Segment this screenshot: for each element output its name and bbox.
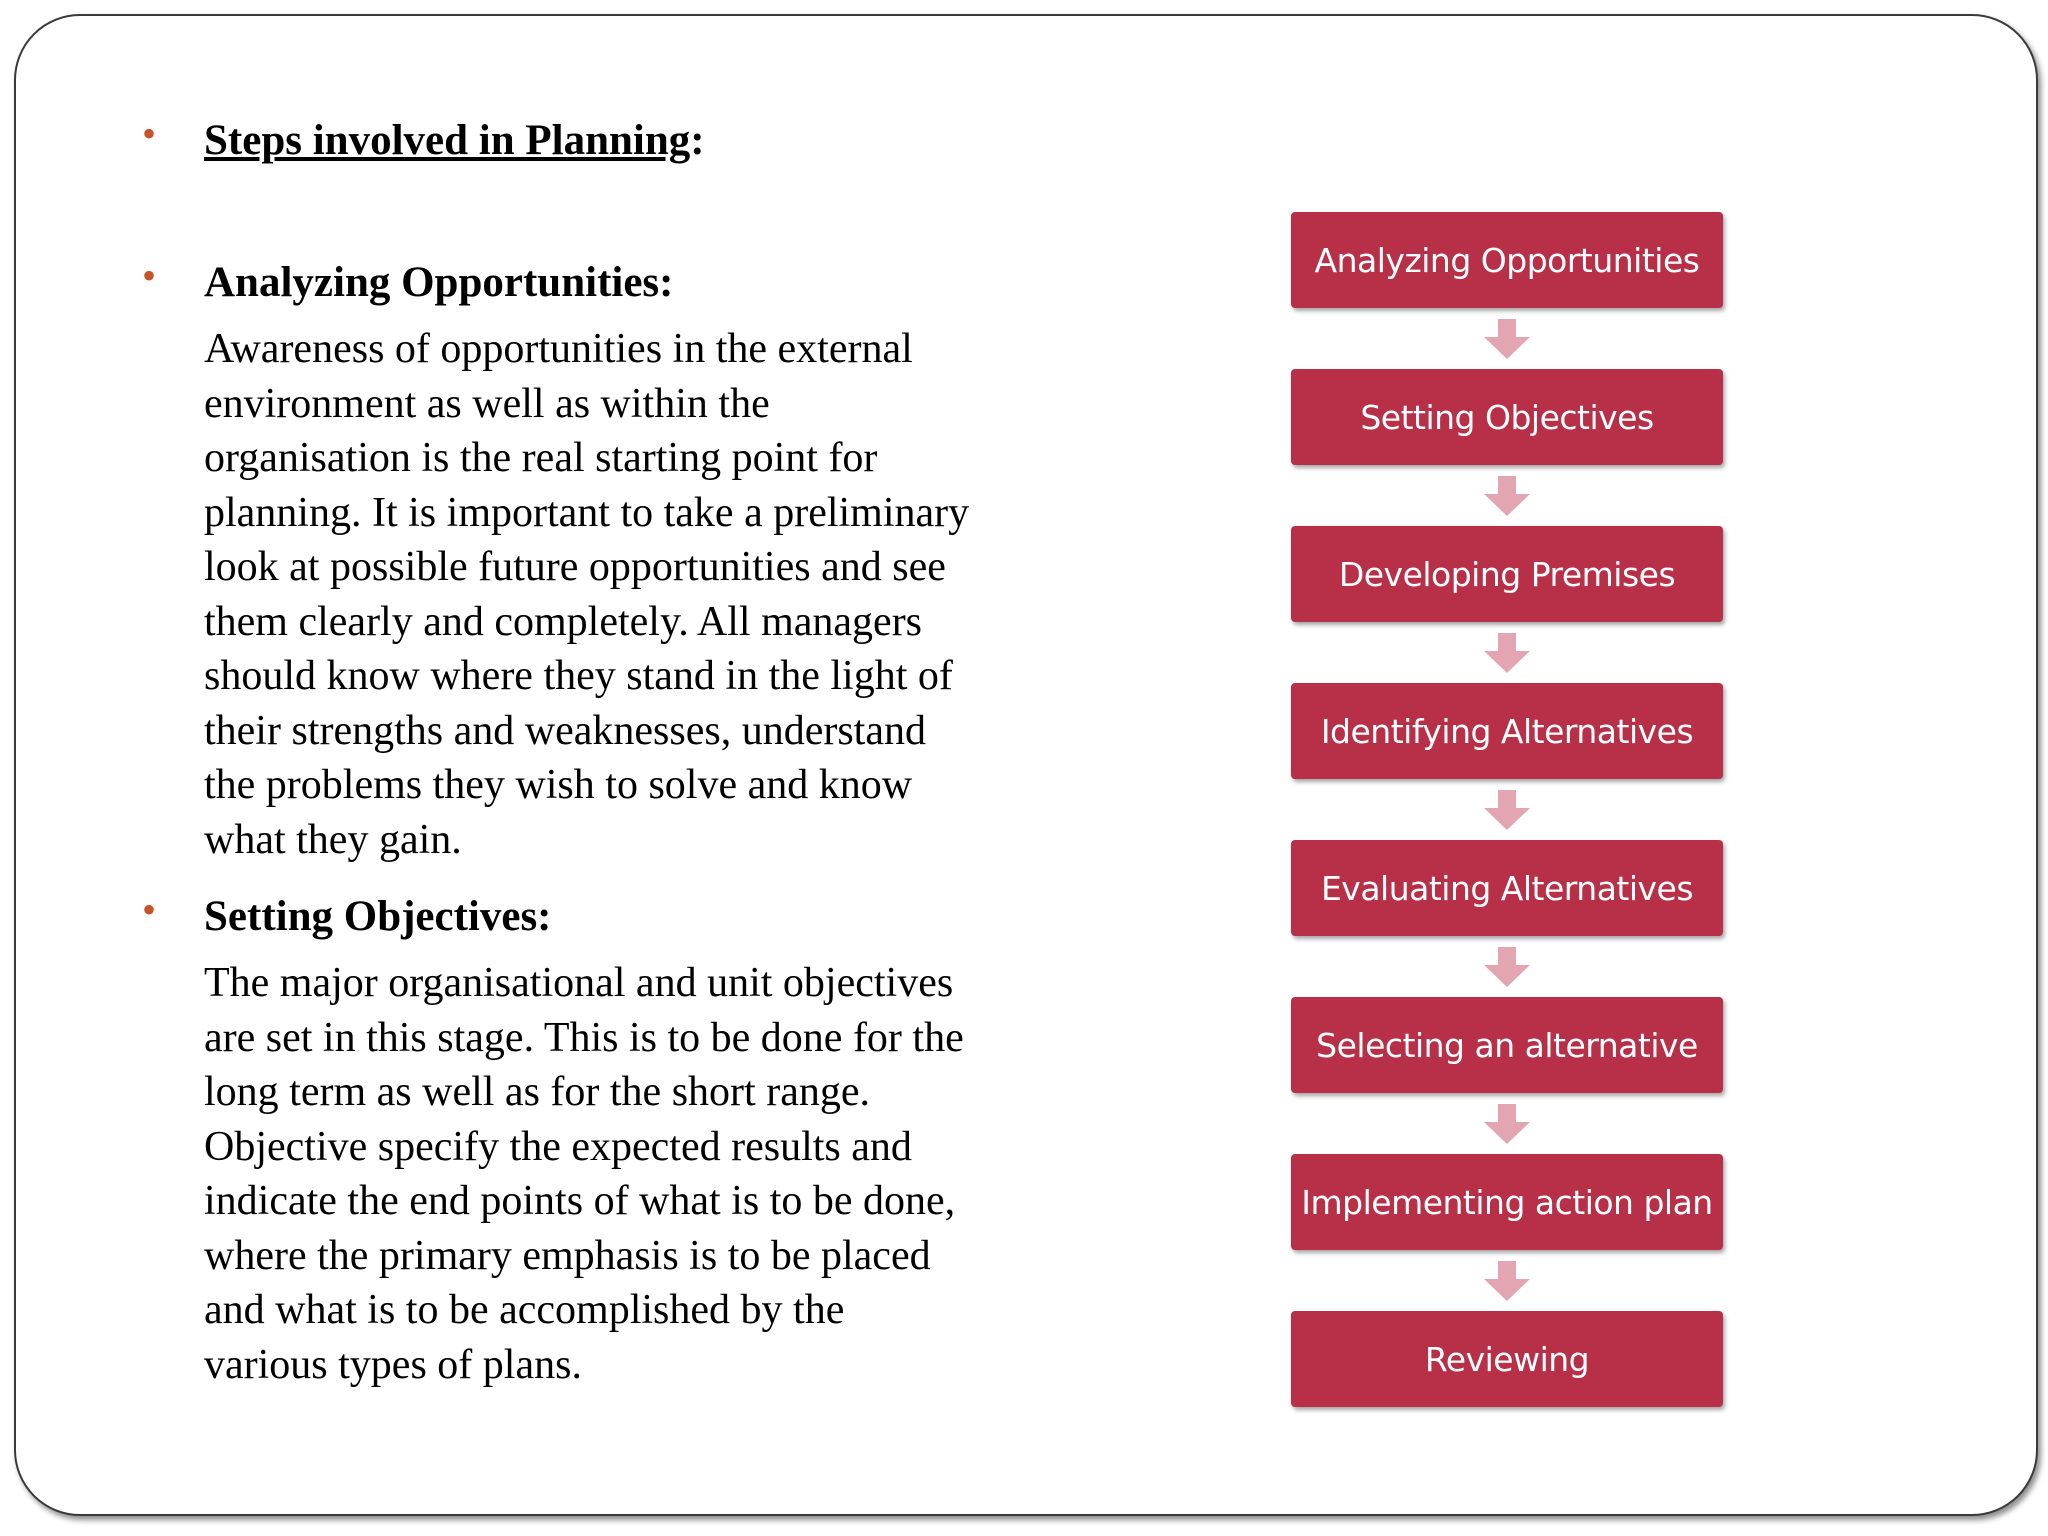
down-arrow-icon <box>1291 1093 1723 1154</box>
setting-line: long term as well as for the short range. <box>204 1069 870 1115</box>
analyzing-line: them clearly and completely. All managers <box>204 598 923 645</box>
bullet-dot-icon: • <box>142 111 157 156</box>
analyzing-line: environment as well as within the <box>204 380 770 427</box>
flow-step-implementing-action-plan: Implementing action plan <box>1291 1154 1723 1250</box>
section-title-suffix: : <box>690 117 705 164</box>
flow-step-evaluating-alternatives: Evaluating Alternatives <box>1291 840 1723 936</box>
down-arrow-icon <box>1291 779 1723 840</box>
setting-line: and what is to be accomplished by the <box>204 1287 845 1333</box>
slide <box>14 14 2038 1516</box>
section-title-text: Steps involved in Planning <box>204 117 691 164</box>
bullet-dot-icon: • <box>142 887 157 932</box>
analyzing-paragraph <box>204 322 1034 867</box>
bullet-dot-icon: • <box>142 253 157 298</box>
analyzing-line: the problems they wish to solve and know <box>204 762 913 808</box>
down-arrow-icon <box>1291 1250 1723 1311</box>
flow-step-reviewing: Reviewing <box>1291 1311 1723 1407</box>
analyzing-line: Awareness of opportunities in the external <box>204 326 913 372</box>
section-title <box>204 116 705 165</box>
setting-line: Objective specify the expected results and <box>204 1123 912 1170</box>
analyzing-line: organisation is the real starting point for <box>204 435 878 481</box>
analyzing-line: look at possible future opportunities and see <box>204 544 946 590</box>
flow-step-identifying-alternatives: Identifying Alternatives <box>1291 683 1723 779</box>
setting-line: various types of plans. <box>204 1341 582 1388</box>
flow-step-setting-objectives: Setting Objectives <box>1291 369 1723 465</box>
analyzing-line: their strengths and weaknesses, understand <box>204 707 926 754</box>
flow-step-analyzing-opportunities: Analyzing Opportunities <box>1291 212 1723 308</box>
flow-step-developing-premises: Developing Premises <box>1291 526 1723 622</box>
down-arrow-icon <box>1291 936 1723 997</box>
setting-paragraph <box>204 956 1034 1392</box>
analyzing-line: should know where they stand in the light of <box>204 653 953 699</box>
setting-heading: Setting Objectives: <box>204 893 552 940</box>
setting-line: indicate the end points of what is to be done, <box>204 1178 956 1224</box>
flow-step-selecting-an-alternative: Selecting an alternative <box>1291 997 1723 1093</box>
planning-steps-flowchart <box>1291 212 1731 1407</box>
setting-line: are set in this stage. This is to be done for the <box>204 1014 964 1061</box>
down-arrow-icon <box>1291 622 1723 683</box>
setting-line: The major organisational and unit objectives <box>204 960 954 1006</box>
analyzing-line: planning. It is important to take a preliminary <box>204 489 970 536</box>
down-arrow-icon <box>1291 308 1723 369</box>
analyzing-heading: Analyzing Opportunities: <box>204 259 674 306</box>
analyzing-line: what they gain. <box>204 816 462 863</box>
down-arrow-icon <box>1291 465 1723 526</box>
setting-line: where the primary emphasis is to be placed <box>204 1232 931 1279</box>
